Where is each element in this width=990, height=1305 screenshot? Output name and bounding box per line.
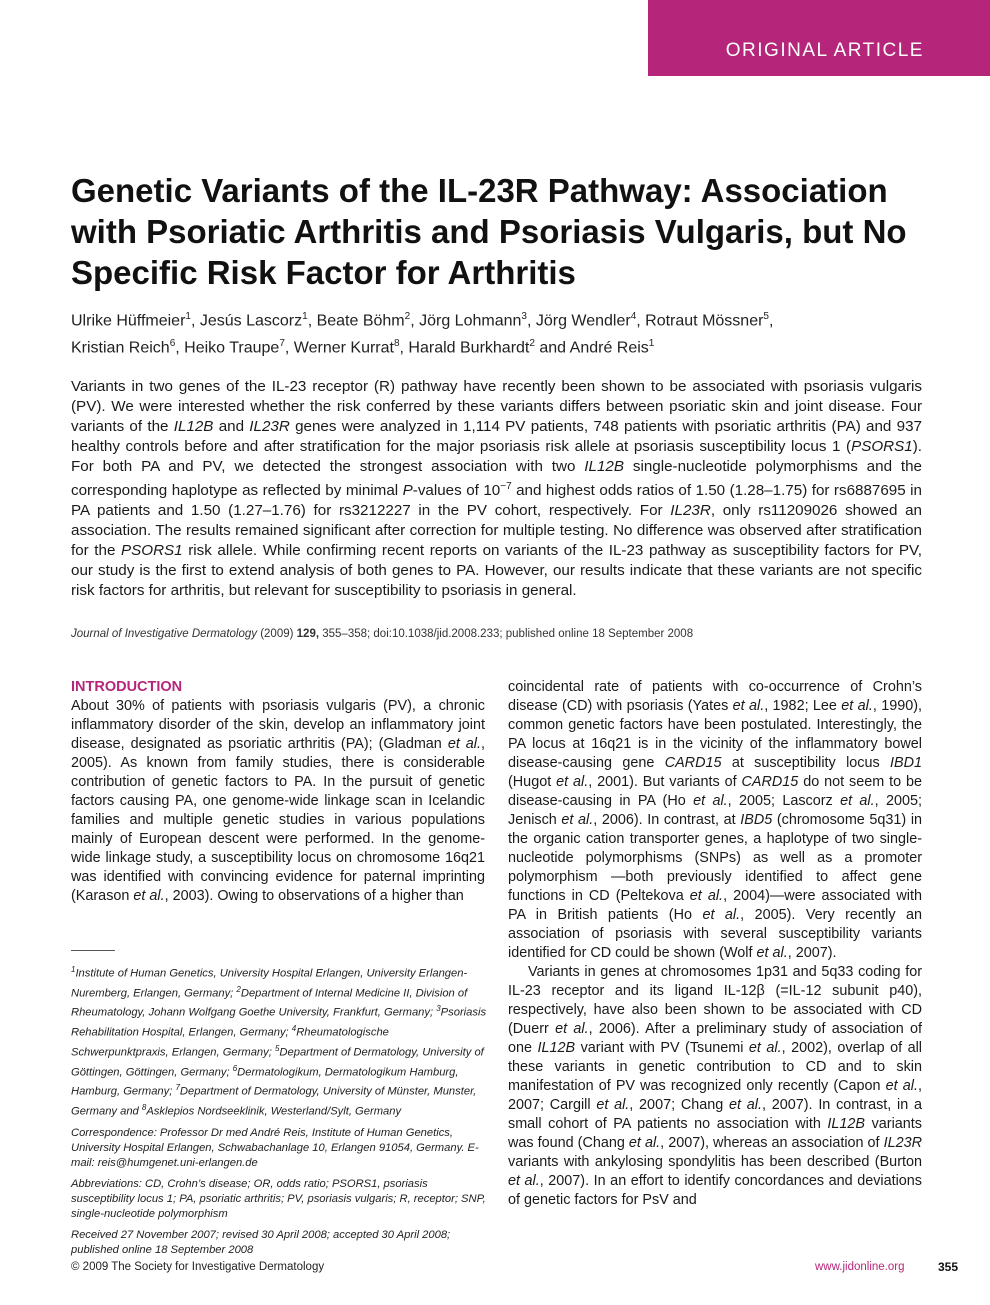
dates-note: Received 27 November 2007; revised 30 April 2008; accepted 30 April 2008; published online 18 September 2008 xyxy=(71,1228,451,1256)
author-affiliation-mark: 2 xyxy=(529,338,535,350)
body-paragraph: coincidental rate of patients with co-occurrence of Crohn’s disease (CD) with psoriasis (Yates et al., 1982; Lee et al., 1990), common genetic factors have been postulated. Interestingly, the PA locus at 16q21 is in the vicinity of the inflammatory bowel disease-causing gene CARD15 at susceptibility locus IBD1 (Hugot et al., 2001). But variants of CARD15 do not seem to be disease-causing in PA (Ho et al., 2005; Lascorz et al., 2005; Jenisch et al., 2006). In contrast, at IBD5 (chromosome 5q31) in the organic cation transporter genes, a haplotype of two single-nucleotide polymorphisms (SNPs) as well as a promoter polymorphism —both previously identified to affect gene functions in CD (Peltekova et al., 2004)—were associated with PA in British patients (Ho et al., 2005). Very recently an association of psoriasis with several susceptibility variants identified for CD could be shown (Wolf et al., 2007). xyxy=(508,679,923,961)
right-column xyxy=(508,678,922,1210)
author-name: André Reis xyxy=(569,339,649,357)
author-affiliation-mark: 1 xyxy=(648,338,655,350)
author-affiliation-mark: 1 xyxy=(185,311,191,322)
author-affiliation-mark: 2 xyxy=(404,311,411,322)
page-number: 355 xyxy=(938,1260,959,1274)
author-name: Kristian Reich xyxy=(71,339,170,357)
author-list: Ulrike Hüffmeier$^1$, Jesús Lascorz$^1$, Beate Böhm$^2$, Jörg Lohmann$^3$, Jörg Wendler$^4$, Rotraut Mössner$^5$, Kristian Reich$^6$, Heiko Traupe$^7$, Werner Kurrat$^8$, Harald Burkhardt$^2$ and André Reis$^1$ xyxy=(71,311,774,357)
abstract: Variants in two genes of the IL-23 receptor (R) pathway have recently been shown to be associated with psoriasis vulgaris (PV). We were interested whether the risk conferred by these variants differs between psoriatic skin and joint disease. Four variants of the IL12B and IL23R genes were analyzed in 1,114 PV patients, 748 patients with psoriatic arthritis (PA) and 937 healthy controls before and after stratification for the major psoriasis risk allele at psoriasis susceptibility locus 1 (PSORS1). For both PA and PV, we detected the strongest association with two IL12B single-nucleotide polymorphisms and the corresponding haplotype as reflected by minimal P-values of $10^{-7}$ and highest odds ratios of 1.50 (1.28–1.75) for rs6887695 in PA patients and 1.50 (1.27–1.76) for rs3212227 in the PV cohort, respectively. For IL23R, only rs11209026 showed an association. The results remained significant after correction for multiple testing. No difference was observed after stratification for the PSORS1 risk allele. While confirming recent reports on variants of the IL-23 pathway as susceptibility factors for PV, our study is the first to extend analysis of both genes to PA. However, our results indicate that these variants are not specific risk factors for arthritis, but relevant for susceptibility to psoriasis in general. xyxy=(71,378,923,600)
author-name: Jesús Lascorz xyxy=(199,312,303,330)
author-affiliation-mark: 4 xyxy=(630,311,637,322)
journal-website-link[interactable]: www.jidonline.org xyxy=(815,1261,905,1273)
author-name: Harald Burkhardt xyxy=(408,339,530,357)
author-name: Jörg Lohmann xyxy=(419,312,522,330)
section-label: ORIGINAL ARTICLE xyxy=(725,40,924,61)
footnotes xyxy=(71,962,487,1264)
affiliations-note: $^1$Institute of Human Genetics, University Hospital Erlangen, University Erlangen-Nuremberg, Erlangen, Germany; $^2$Department of Internal Medicine II, Division of Rheumatology, Johann Wolfgang Goethe University, Frankfurt, Germany; $^3$Psoriasis Rehabilitation Hospital, Erlangen, Germany; $^4$Rheumatologische Schwerpunktpraxis, Erlangen, Germany; $^5$Department of Dermatology, University of Göttingen, Göttingen, Germany; $^6$Dermatologikum, Dermatologikum Hamburg, Hamburg, Germany; $^7$Department of Dermatology, University of Münster, Munster, Germany and $^8$Asklepios Nordseeklinik, Westerland/Sylt, Germany xyxy=(71,965,487,1118)
author-affiliation-mark: 8 xyxy=(393,338,400,350)
footnote-divider xyxy=(71,950,115,951)
copyright-notice: © 2009 The Society for Investigative Dermatology xyxy=(71,1261,325,1273)
author-name: Jörg Wendler xyxy=(535,312,631,330)
abbreviations-note: Abbreviations: CD, Crohn’s disease; OR, odds ratio; PSORS1, psoriasis susceptibility locus 1; PA, psoriatic arthritis; PV, psoriasis vulgaris; R, receptor; SNP, single-nucleotide polymorphism xyxy=(71,1177,486,1220)
author-name: Beate Böhm xyxy=(316,312,405,330)
correspondence-note: Correspondence: Professor Dr med André Reis, Institute of Human Genetics, University Hospital Erlangen, Schwabachanlage 10, Erlangen 91054, Germany. E-mail: reis@humgenet.uni-erlangen.de xyxy=(71,1126,479,1169)
author-name: Rotraut Mössner xyxy=(645,312,764,330)
citation-line: Journal of Investigative Dermatology (2009) 129, 355–358; doi:10.1038/jid.2008.233; published online 18 September 2008 xyxy=(71,628,694,640)
author-name: Ulrike Hüffmeier xyxy=(71,312,186,330)
author-affiliation-mark: 6 xyxy=(169,338,176,350)
author-affiliation-mark: 7 xyxy=(279,338,285,350)
author-name: Werner Kurrat xyxy=(293,339,394,357)
introduction-heading: INTRODUCTION xyxy=(71,679,183,695)
section-banner xyxy=(648,0,990,76)
body-paragraph: Variants in genes at chromosomes 1p31 and 5q33 coding for IL-23 receptor and its ligand IL-12β (=IL-12 subunit p40), respectively, have also been shown to be associated with CD (Duerr et al., 2006). After a preliminary study of association of one IL12B variant with PV (Tsunemi et al., 2002), overlap of all these variants in genetic contribution to CD and to skin manifestation of PV was recognized only recently (Capon et al., 2007; Cargill et al., 2007; Chang et al., 2007). In contrast, in a small cohort of PA patients no association with IL12B variants was found (Chang et al., 2007), whereas an association of IL23R variants with ankylosing spondylitis has been described (Burton et al., 2007). In an effort to identify concordances and deviations of genetic factors for PsV and xyxy=(508,964,923,1208)
author-affiliation-mark: 5 xyxy=(763,311,769,322)
author-affiliation-mark: 3 xyxy=(521,311,527,322)
author-name: Heiko Traupe xyxy=(184,339,280,357)
body-paragraph: About 30% of patients with psoriasis vulgaris (PV), a chronic inflammatory disorder of the skin, develop an inflammatory joint disease, designated as psoriatic arthritis (PA); (Gladman et al., 2005). As known from family studies, there is considerable contribution of genetic factors to PA. In the pursuit of genetic factors causing PA, one genome-wide linkage scan in Icelandic families and multiple genetic studies in various populations mainly of European descent were performed. In the genome-wide linkage study, a susceptibility locus on chromosome 16q21 was identified with convincing evidence for paternal imprinting (Karason et al., 2003). Owing to observations of a higher than xyxy=(71,698,486,904)
left-column xyxy=(71,678,485,906)
article-title: Genetic Variants of the IL-23R Pathway: Association with Psoriatic Arthritis and Psoriasis Vulgaris, but No Specific Risk Factor for Arthritis xyxy=(71,172,907,291)
author-affiliation-mark: 1 xyxy=(302,311,308,322)
